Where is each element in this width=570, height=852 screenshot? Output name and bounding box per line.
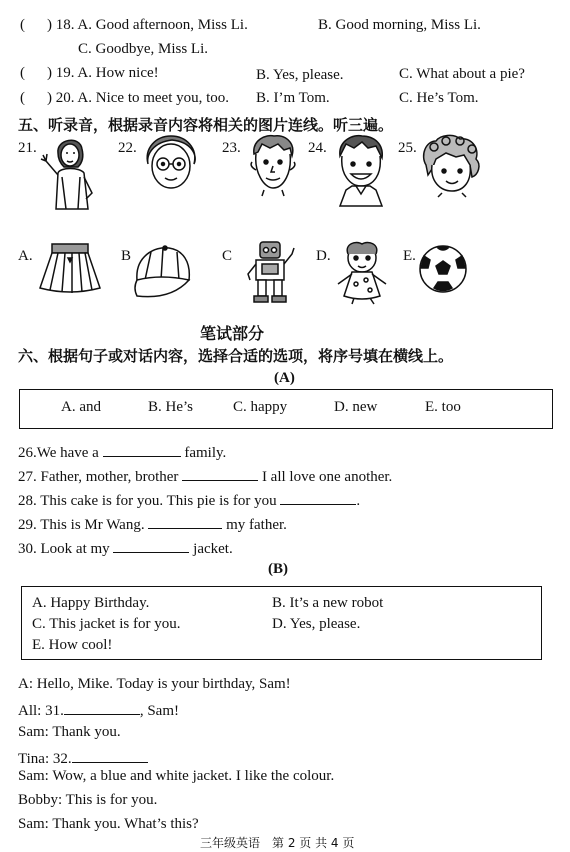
q20-option-a: ) 20. A. Nice to meet you, too.	[47, 90, 230, 106]
question-30	[18, 538, 233, 558]
q32-label: Tina: 32.	[18, 751, 72, 767]
dialogue-line-5: Sam: Wow, a blue and white jacket. I like the colour.	[18, 768, 335, 784]
q30-text-before: 30. Look at my	[18, 541, 110, 557]
pic-letter-e: E.	[403, 248, 416, 264]
girl-with-glasses-icon	[142, 134, 200, 194]
part-b-option-b: B. It’s a new robot	[272, 595, 384, 611]
pic-number-22: 22.	[118, 140, 137, 156]
boy-icon	[246, 134, 300, 196]
question-27	[18, 466, 392, 486]
waving-girl-icon	[40, 133, 106, 211]
q31-label: All: 31.	[18, 703, 64, 719]
q28-answer-blank[interactable]	[280, 490, 356, 505]
q27-text-after: I all love one another.	[261, 469, 393, 485]
q19-option-b: B. Yes, please.	[256, 67, 344, 83]
q32-answer-blank[interactable]	[72, 748, 148, 763]
page-footer: 三年级英语 第 2 页 共 4 页	[200, 836, 355, 850]
q29-text-before: 29. This is Mr Wang.	[18, 517, 145, 533]
cap-icon	[131, 244, 203, 300]
dialogue-line-6: Bobby: This is for you.	[18, 792, 158, 808]
part-a-option-b: B. He’s	[148, 399, 193, 415]
part-b-option-e: E. How cool!	[32, 637, 113, 653]
q30-answer-blank[interactable]	[113, 538, 189, 553]
pic-letter-a: A.	[18, 248, 33, 264]
q18-option-a: ) 18. A. Good afternoon, Miss Li.	[47, 17, 248, 33]
q19-paren: (	[20, 65, 25, 81]
part-a-option-c: C. happy	[233, 399, 288, 415]
part-a-option-d: D. new	[334, 399, 378, 415]
pic-letter-c: C	[222, 248, 233, 264]
q20-option-b: B. I’m Tom.	[256, 90, 330, 106]
q27-answer-blank[interactable]	[182, 466, 258, 481]
q18-paren: (	[20, 17, 25, 33]
robot-icon	[244, 238, 296, 304]
q19-option-c: C. What about a pie?	[399, 66, 525, 82]
dialogue-line-3: Sam: Thank you.	[18, 724, 121, 740]
smiling-boy-icon	[332, 134, 390, 206]
q31-answer-blank[interactable]	[64, 700, 140, 715]
q19-option-a: ) 19. A. How nice!	[47, 65, 159, 81]
pic-number-25: 25.	[398, 140, 417, 156]
curly-hair-girl-icon	[420, 135, 484, 197]
section5-title: 五、听录音，根据录音内容将相关的图片连线。听三遍。	[18, 116, 394, 134]
question-26	[18, 442, 226, 462]
q26-answer-blank[interactable]	[103, 442, 181, 457]
q31-text-after: , Sam!	[139, 703, 180, 719]
q26-text-before: 26.We have a	[18, 445, 99, 461]
question-29	[18, 514, 287, 534]
pic-letter-d: D.	[316, 248, 331, 264]
pic-number-23: 23.	[222, 140, 241, 156]
written-part-header: 笔试部分	[200, 324, 265, 343]
q20-paren: (	[20, 90, 25, 106]
part-b-label: (B)	[268, 561, 288, 577]
q28-text-before: 28. This cake is for you. This pie is for you	[18, 493, 277, 509]
q28-text-after: .	[356, 493, 361, 509]
pic-number-24: 24.	[308, 140, 327, 156]
q18-option-b: B. Good morning, Miss Li.	[318, 17, 481, 33]
section6-title: 六、根据句子或对话内容，选择合适的选项，将序号填在横线上。	[18, 347, 454, 365]
part-a-option-e: E. too	[425, 399, 461, 415]
q18-option-c: C. Goodbye, Miss Li.	[78, 41, 209, 57]
q27-text-before: 27. Father, mother, brother	[18, 469, 179, 485]
pic-number-21: 21.	[18, 140, 37, 156]
part-a-label: (A)	[274, 370, 295, 386]
part-b-option-a: A. Happy Birthday.	[32, 595, 150, 611]
part-b-option-c: C. This jacket is for you.	[32, 616, 181, 632]
q20-option-c: C. He’s Tom.	[399, 90, 479, 106]
question-28	[18, 490, 360, 510]
football-icon	[418, 244, 468, 294]
dialogue-line-4	[18, 748, 148, 768]
q29-text-after: my father.	[226, 517, 287, 533]
part-a-option-a: A. and	[61, 399, 101, 415]
dialogue-line-7: Sam: Thank you. What’s this?	[18, 816, 199, 832]
q26-text-after: family.	[184, 445, 227, 461]
q29-answer-blank[interactable]	[148, 514, 222, 529]
skirt-icon	[38, 242, 102, 296]
dialogue-line-1: A: Hello, Mike. Today is your birthday, Sam!	[18, 676, 291, 692]
q30-text-after: jacket.	[193, 541, 233, 557]
dialogue-line-2	[18, 700, 179, 720]
pic-letter-b: B	[121, 248, 132, 264]
doll-icon	[334, 240, 390, 304]
part-b-option-d: D. Yes, please.	[272, 616, 361, 632]
